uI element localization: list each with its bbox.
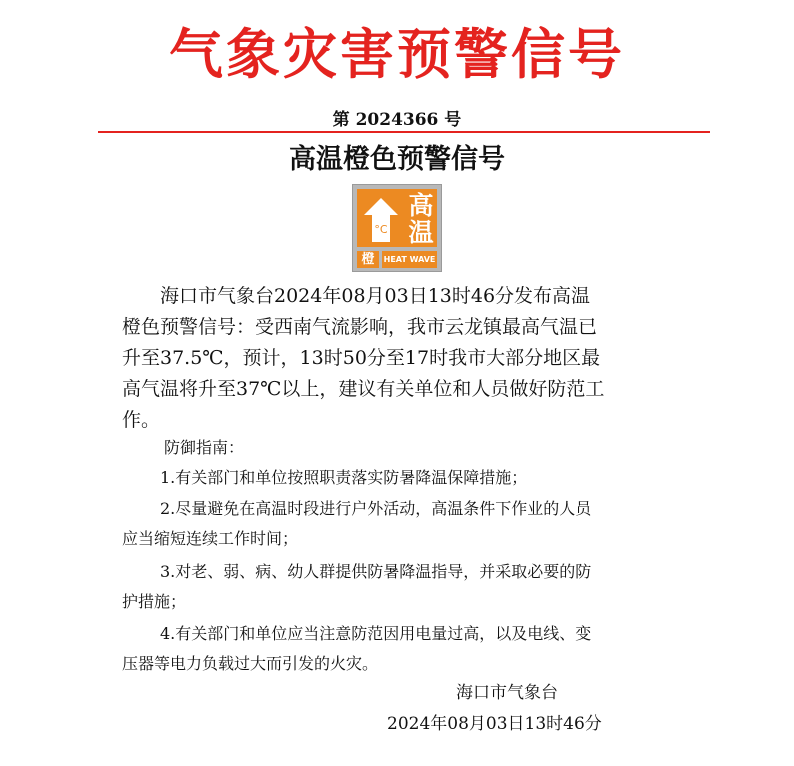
body-line: 橙色预警信号：受西南气流影响，我市云龙镇最高气温已: [122, 316, 598, 338]
icon-hanzi-bottom: 温: [408, 218, 434, 247]
icon-english-label: HEAT WAVE: [382, 251, 437, 268]
body-line: 作。: [122, 409, 161, 431]
signal-title: 高温橙色预警信号: [289, 144, 505, 175]
guidance-line: 应当缩短连续工作时间；: [122, 529, 299, 548]
document-number: 第 2024366 号: [332, 110, 462, 130]
guidance-line: 护措施；: [122, 592, 187, 611]
body-line: 海口市气象台2024年08月03日13时46分发布高温: [160, 285, 591, 307]
guidance-item-1: [122, 463, 682, 493]
guidance-heading: 防御指南：: [164, 438, 245, 457]
heat-wave-orange-signal-icon: [352, 184, 442, 272]
document-title: 气象灾害预警信号: [169, 23, 625, 86]
body-line: 升至37.5℃，预计，13时50分至17时我市大部分地区最: [122, 347, 601, 369]
red-divider: [98, 131, 710, 133]
guidance-line: 1.有关部门和单位按照职责落实防暑降温保障措施；: [160, 468, 528, 487]
guidance-line: 3.对老、弱、病、幼人群提供防暑降温指导，并采取必要的防: [160, 562, 592, 581]
guidance-line: 压器等电力负载过大而引发的火灾。: [122, 654, 379, 673]
warning-body: [122, 281, 670, 436]
guidance-item-4: [122, 619, 682, 679]
svg-text:°C: °C: [374, 223, 388, 236]
guidance-item-3: [122, 557, 682, 617]
signature-datetime: 2024年08月03日13时46分: [387, 714, 602, 734]
icon-hanzi-top: 高: [408, 191, 434, 220]
body-line: 高气温将升至37℃以上，建议有关单位和人员做好防范工: [122, 378, 605, 400]
guidance-line: 4.有关部门和单位应当注意防范因用电量过高，以及电线、变: [160, 624, 592, 643]
signature-org: 海口市气象台: [456, 683, 558, 703]
thermometer-icon: [361, 195, 401, 245]
guidance-item-2: [122, 494, 682, 554]
guidance-line: 2.尽量避免在高温时段进行户外活动，高温条件下作业的人员: [160, 499, 592, 518]
signal-icon-panel: [357, 189, 437, 247]
icon-level-label: 橙: [357, 251, 379, 268]
